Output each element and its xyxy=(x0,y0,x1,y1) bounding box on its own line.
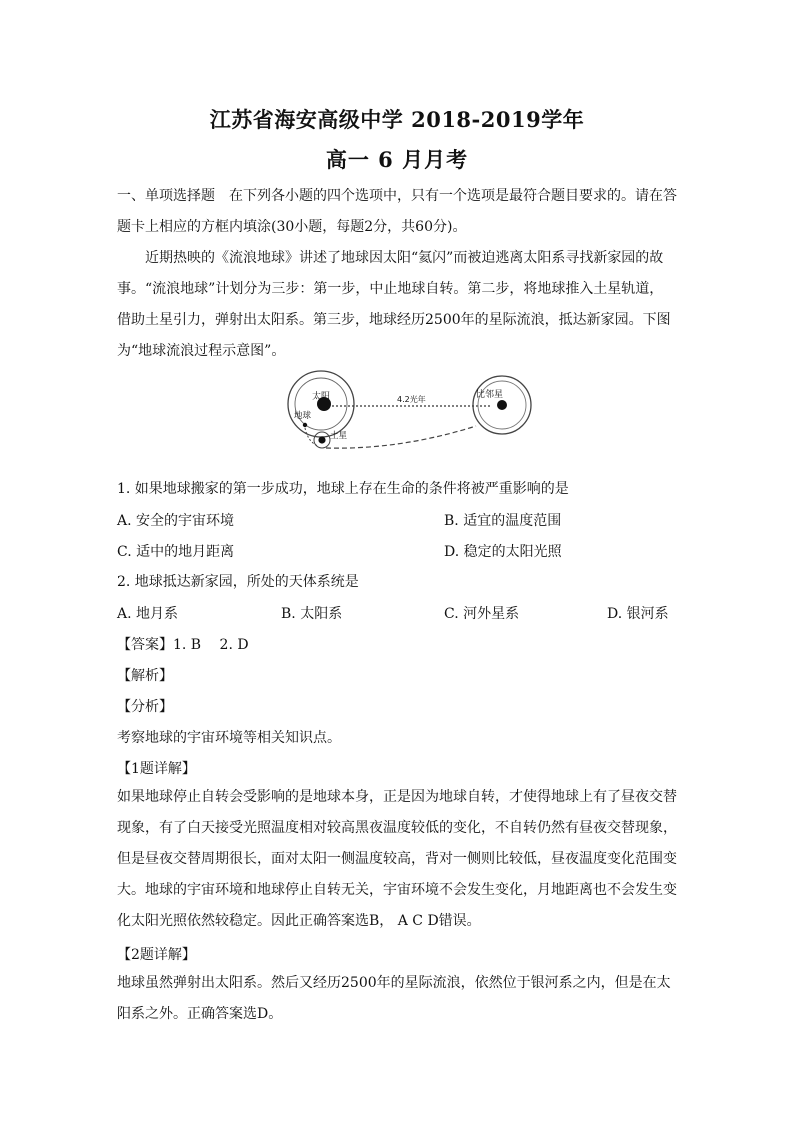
saturn-label: 土星 xyxy=(330,431,348,441)
q1-option-a: A. 安全的宇宙环境 xyxy=(117,513,235,529)
reading-passage: 近期热映的《流浪地球》讲述了地球因太阳“氦闪”而被迫逃离太阳系寻找新家园的故事。“流浪地球”计划分为三步：第一步，中止地球自转。第二步，将地球推入土星轨道，借助土星引力，弹射出太阳系。第三步，地球经历2500年的星际流浪，抵达新家园。下图为“地球流浪过程示意图”。 xyxy=(117,250,671,359)
q1-option-b: B. 适宜的温度范围 xyxy=(444,513,562,529)
question-2-stem: 2. 地球抵达新家园，所处的天体系统是 xyxy=(117,574,359,590)
answer-line: 【答案】1. B 2. D xyxy=(117,637,249,653)
section-instructions: 一、单项选择题 在下列各小题的四个选项中，只有一个选项是最符合题目要求的。请在答题卡上相应的方框内填涂(30小题，每题2分，共60分)。 xyxy=(117,188,677,235)
earth-wandering-diagram xyxy=(280,368,540,458)
proxima-dot xyxy=(497,400,507,410)
escape-trajectory xyxy=(326,426,476,448)
earth-label: 地球 xyxy=(294,411,312,421)
q2-option-a: A. 地月系 xyxy=(117,606,179,622)
sun-label: 太阳 xyxy=(312,392,331,402)
q2-option-b: B. 太阳系 xyxy=(281,606,343,622)
earth-dot xyxy=(303,423,307,427)
fenxi-header: 【分析】 xyxy=(117,699,173,715)
detail-2-header: 【2题详解】 xyxy=(117,947,196,963)
detail-1-header: 【1题详解】 xyxy=(117,761,196,777)
question-1-stem: 1. 如果地球搬家的第一步成功，地球上存在生命的条件将被严重影响的是 xyxy=(117,481,569,497)
fenxi-text: 考察地球的宇宙环境等相关知识点。 xyxy=(117,730,341,746)
analysis-header: 【解析】 xyxy=(117,668,173,684)
distance-label: 4.2光年 xyxy=(397,395,426,404)
detail-1-text: 如果地球停止自转会受影响的是地球本身，正是因为地球自转，才使得地球上有了昼夜交替现象，有了白天接受光照温度相对较高黑夜温度较低的变化，不自转仍然有昼夜交替现象，但是昼夜交替周期很长，面对太阳一侧温度较高，背对一侧则比较低，昼夜温度变化范围变大。地球的宇宙环境和地球停止自转无关，宇宙环境不会发生变化，月地距离也不会发生变化太阳光照依然较稳定。因此正确答案选B， A C D错误。 xyxy=(117,789,677,929)
saturn-dot xyxy=(318,436,325,443)
proxima-label: 比邻星 xyxy=(476,390,504,400)
q1-option-d: D. 稳定的太阳光照 xyxy=(444,544,562,560)
q2-option-d: D. 银河系 xyxy=(607,606,669,622)
q1-option-c: C. 适中的地月距离 xyxy=(117,544,235,560)
document-subtitle: 高一 6 月月考 xyxy=(325,147,469,172)
document-title: 江苏省海安高级中学 2018-2019学年 xyxy=(209,107,585,132)
detail-2-text: 地球虽然弹射出太阳系。然后又经历2500年的星际流浪，依然位于银河系之内，但是在太阳系之外。正确答案选D。 xyxy=(117,975,671,1022)
q2-option-c: C. 河外星系 xyxy=(444,606,520,622)
